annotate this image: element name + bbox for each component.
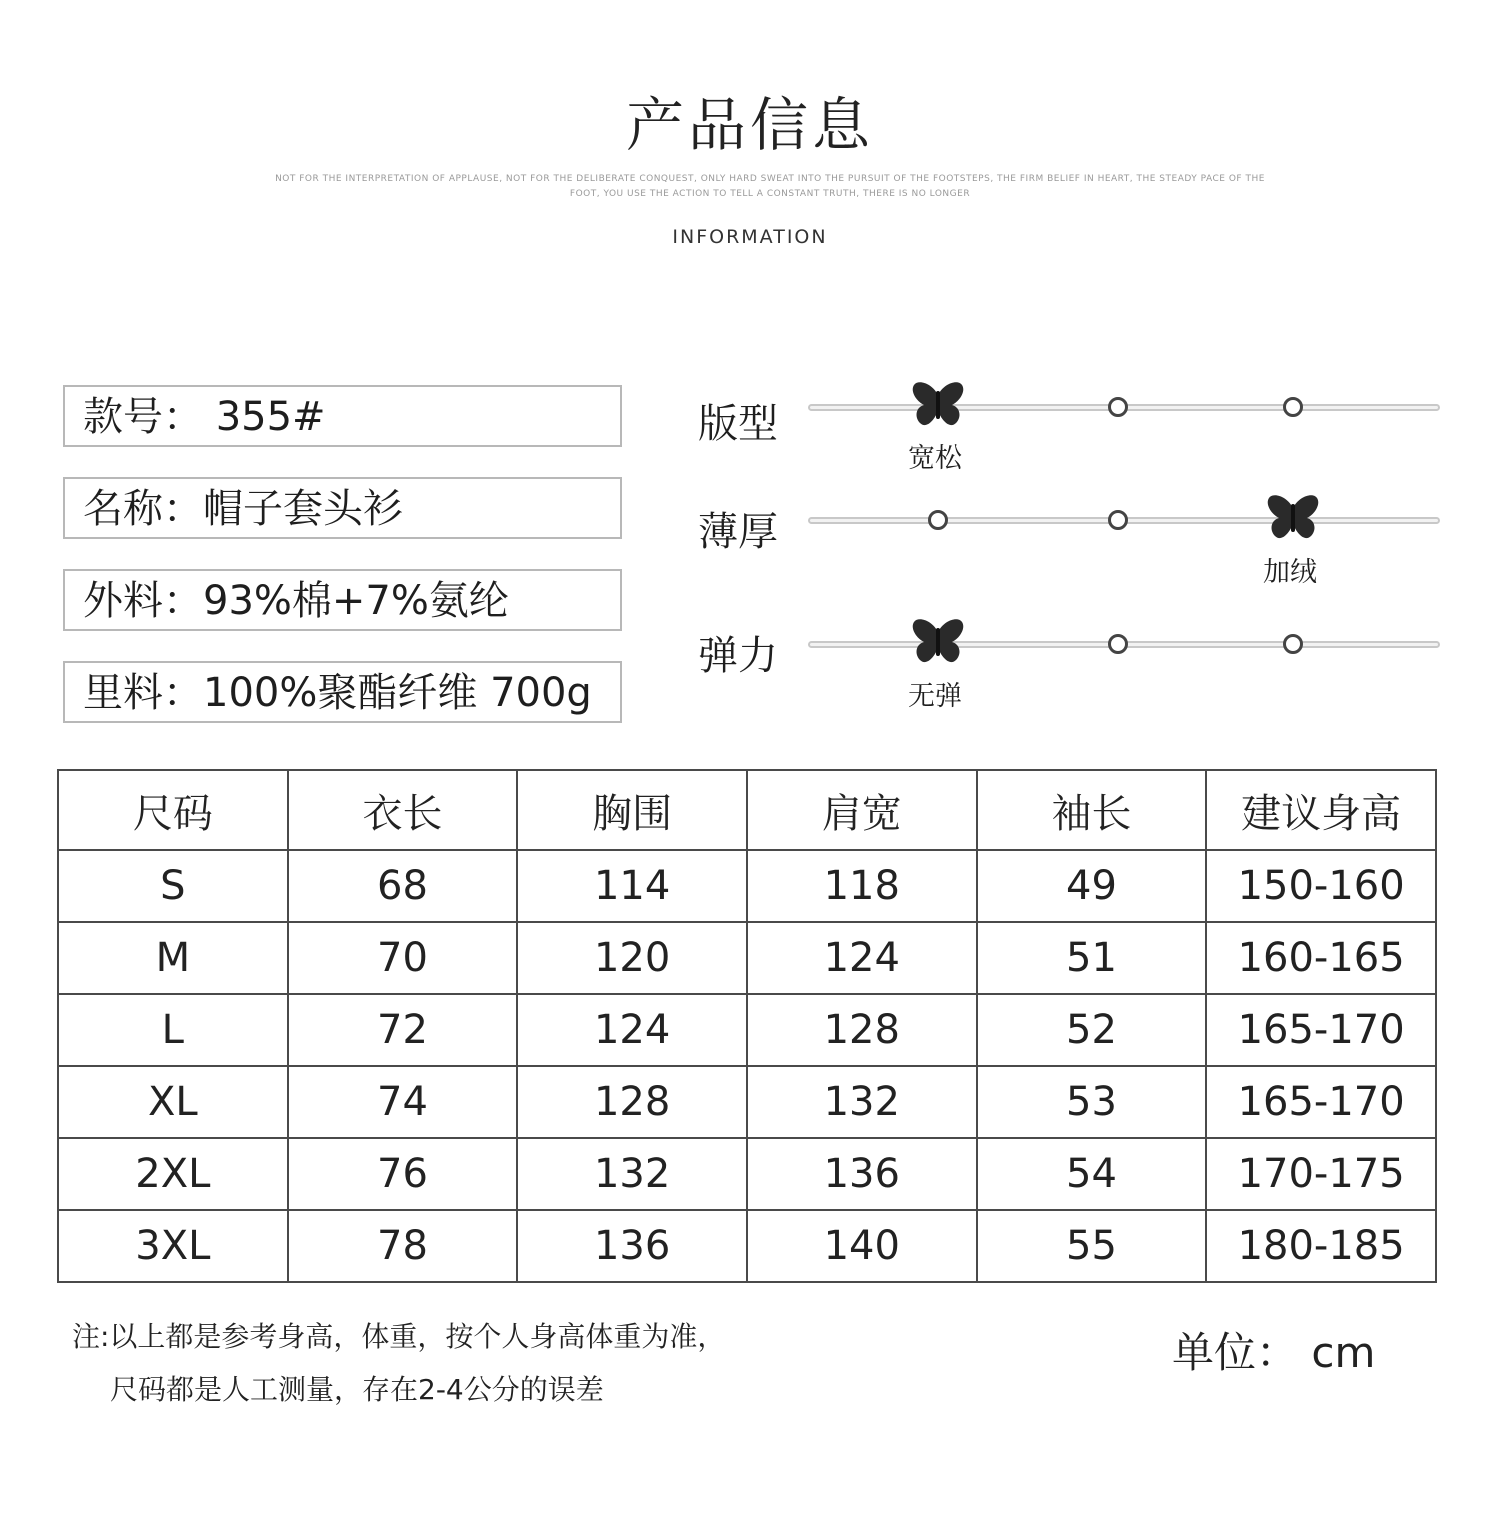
butterfly-icon: [1265, 494, 1321, 546]
table-cell: 120: [517, 922, 747, 994]
table-cell: 114: [517, 850, 747, 922]
table-cell: S: [58, 850, 288, 922]
table-cell: 70: [288, 922, 518, 994]
decorative-subtitle: NOT FOR THE INTERPRETATION OF APPLAUSE, NOT FOR THE DELIBERATE CONQUEST, ONLY HARD SWEAT INTO THE PURSUIT OF THE FOOTSTEPS, THE FIRM BELIEF IN HEART, THE STEADY PACE OF THE FOOT, YOU USE THE ACTION TO TELL A CONSTANT TRUTH, THERE IS NO LONGER: [275, 174, 1265, 199]
table-cell: 78: [288, 1210, 518, 1282]
table-cell: 132: [747, 1066, 977, 1138]
header-chest: 胸围: [517, 770, 747, 850]
table-cell: 136: [747, 1138, 977, 1210]
rating-stop-dot: [1108, 510, 1128, 530]
size-chart-table: [57, 769, 1437, 1283]
table-cell: 140: [747, 1210, 977, 1282]
table-cell: 124: [517, 994, 747, 1066]
table-cell: 150-160: [1206, 850, 1436, 922]
field-product-name-text: 名称：帽子套头衫: [83, 486, 403, 532]
butterfly-icon: [910, 618, 966, 670]
header-shoulder: 肩宽: [747, 770, 977, 850]
rating-stop-dot: [1283, 634, 1303, 654]
rating-thickness-label: 薄厚: [698, 509, 778, 555]
table-cell: 76: [288, 1138, 518, 1210]
header-size: 尺码: [58, 770, 288, 850]
table-cell: 2XL: [58, 1138, 288, 1210]
field-lining-material: [63, 661, 622, 723]
table-cell: 180-185: [1206, 1210, 1436, 1282]
table-cell: 160-165: [1206, 922, 1436, 994]
field-lining-material-text: 里料：100%聚酯纤维 700g: [83, 670, 592, 716]
butterfly-icon: [910, 381, 966, 433]
field-style-number-text: 款号： 355#: [83, 394, 326, 440]
table-row: [58, 1210, 1436, 1282]
rating-stop-dot: [928, 510, 948, 530]
header-height: 建议身高: [1206, 770, 1436, 850]
table-cell: 124: [747, 922, 977, 994]
table-cell: 49: [977, 850, 1207, 922]
header-sleeve: 袖长: [977, 770, 1207, 850]
rating-selected-label: 加绒: [1263, 557, 1317, 588]
table-cell: 165-170: [1206, 1066, 1436, 1138]
table-cell: 54: [977, 1138, 1207, 1210]
table-cell: 128: [517, 1066, 747, 1138]
table-header-row: [58, 770, 1436, 850]
field-product-name: [63, 477, 622, 539]
rating-stop-dot: [1108, 397, 1128, 417]
rating-stop-dot: [1108, 634, 1128, 654]
page-title: 产品信息: [625, 91, 874, 159]
table-cell: 53: [977, 1066, 1207, 1138]
rating-selected-label: 无弹: [908, 681, 962, 712]
table-row: [58, 1138, 1436, 1210]
table-cell: 118: [747, 850, 977, 922]
table-cell: 132: [517, 1138, 747, 1210]
table-cell: 74: [288, 1066, 518, 1138]
information-label: INFORMATION: [672, 226, 828, 248]
rating-selected-label: 宽松: [908, 443, 962, 474]
note-line-2: 尺码都是人工测量，存在2-4公分的误差: [110, 1373, 604, 1406]
table-cell: 55: [977, 1210, 1207, 1282]
field-outer-material: [63, 569, 622, 631]
rating-fit-label: 版型: [698, 401, 778, 447]
rating-elasticity-label: 弹力: [698, 633, 778, 679]
table-cell: 136: [517, 1210, 747, 1282]
table-cell: 52: [977, 994, 1207, 1066]
note-line-1: 注:以上都是参考身高，体重，按个人身高体重为准，: [72, 1320, 726, 1353]
table-cell: 51: [977, 922, 1207, 994]
field-style-number: [63, 385, 622, 447]
table-cell: 170-175: [1206, 1138, 1436, 1210]
table-cell: 3XL: [58, 1210, 288, 1282]
header-length: 衣长: [288, 770, 518, 850]
table-cell: L: [58, 994, 288, 1066]
table-cell: XL: [58, 1066, 288, 1138]
rating-stop-dot: [1283, 397, 1303, 417]
table-row: [58, 994, 1436, 1066]
unit-label: 单位： cm: [1172, 1328, 1376, 1377]
table-cell: 128: [747, 994, 977, 1066]
table-cell: M: [58, 922, 288, 994]
table-row: [58, 1066, 1436, 1138]
table-row: [58, 850, 1436, 922]
table-cell: 68: [288, 850, 518, 922]
table-cell: 72: [288, 994, 518, 1066]
table-row: [58, 922, 1436, 994]
table-cell: 165-170: [1206, 994, 1436, 1066]
field-outer-material-text: 外料：93%棉+7%氨纶: [83, 578, 509, 624]
